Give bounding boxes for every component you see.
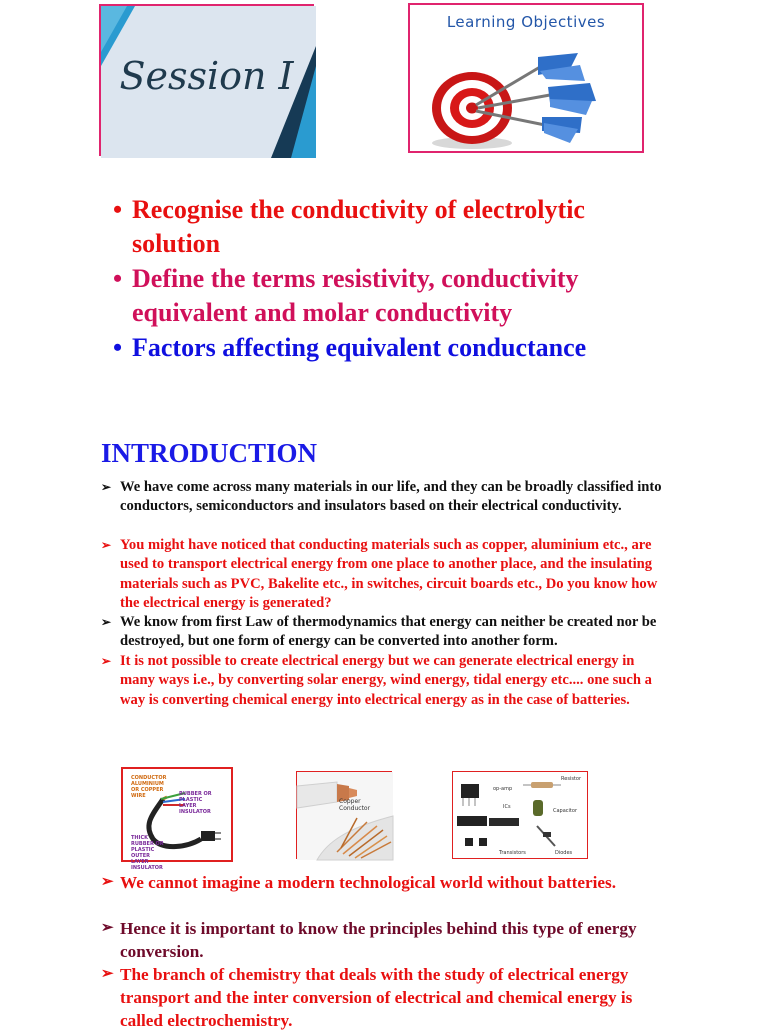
label-resistor: Resistor <box>561 776 581 782</box>
cable-label-outer: THICK RUBBER OR PLASTIC OUTER LAYER INSULATOR <box>131 835 164 871</box>
arrow-bullet-icon: ➢ <box>101 966 114 982</box>
arrow-bullet-icon: ➢ <box>101 538 112 552</box>
conclusion-item <box>101 917 671 963</box>
intro-paragraph-text: You might have noticed that conducting materials such as copper, aluminium etc., are used to transport electrical energy from one place to another place, and the insulating materials such as PVC, Bakelite etc., in switches, circuit boards etc., Do you know how the electrical energy is generated? <box>120 537 658 612</box>
bullet-icon: • <box>113 264 123 293</box>
intro-paragraph-text: We have come across many materials in our life, and they can be broadly classified into conductors, semiconductors and insulators based on their electrical conductivity. <box>120 479 662 515</box>
objective-text: Define the terms resistivity, conductivity equivalent and molar conductivity <box>132 264 579 327</box>
intro-paragraph-text: We know from first Law of thermodynamics that energy can neither be created nor be destroyed, but one form of energy can be converted into another form. <box>120 614 657 650</box>
intro-paragraph <box>101 652 671 710</box>
introduction-heading: INTRODUCTION <box>101 438 318 468</box>
conclusion-text: The branch of chemistry that deals with the study of electrical energy transport and the inter conversion of electrical and chemical energy is called electrochemistry. <box>120 965 633 1030</box>
session-banner <box>99 4 314 156</box>
copper-conductor-label: Copper Conductor <box>339 798 371 812</box>
objective-item <box>113 262 673 330</box>
copper-wire-drawing <box>297 772 393 860</box>
conclusion-text: We cannot imagine a modern technological world without batteries. <box>120 873 617 892</box>
label-diodes: Diodes <box>555 850 573 856</box>
cable-label-layer: RUBBER OR PLASTIC LAYER INSULATOR <box>179 791 212 815</box>
arrow-bullet-icon: ➢ <box>101 480 112 494</box>
objective-item <box>113 193 673 261</box>
arrow-bullet-icon: ➢ <box>101 615 112 629</box>
arrow-bullet-icon: ➢ <box>101 874 114 890</box>
objective-text: Recognise the conductivity of electrolytic solution <box>132 195 585 258</box>
objective-item <box>113 331 673 365</box>
label-transistors: Transistors <box>499 850 526 856</box>
bullet-icon: • <box>113 195 123 224</box>
cable-image <box>121 767 233 871</box>
label-ics: ICs <box>503 804 511 810</box>
objective-text: Factors affecting equivalent conductance <box>132 333 587 362</box>
intro-paragraph <box>101 613 671 652</box>
cable-label-conductor: CONDUCTOR ALUMINIUM OR COPPER WIRE <box>131 775 167 799</box>
arrow-bullet-icon: ➢ <box>101 920 114 936</box>
bullet-icon: • <box>113 333 123 362</box>
intro-paragraph-text: It is not possible to create electrical energy but we can generate electrical energy in many ways i.e., by converting solar energy, wind energy, tidal energy etc.... one such a way is converting chemical energy into electrical energy as in the case of batteries. <box>120 653 652 708</box>
learning-objectives-title: Learning Objectives <box>446 13 606 31</box>
components-drawing <box>453 772 589 860</box>
learning-objectives-banner <box>408 3 644 153</box>
conclusion-item <box>101 871 671 894</box>
label-opamp: op-amp <box>493 786 513 792</box>
intro-paragraph <box>101 478 671 517</box>
conclusion-text: Hence it is important to know the principles behind this type of energy conversion. <box>120 919 637 961</box>
label-capacitor: Capacitor <box>553 808 578 814</box>
conclusion-item <box>101 963 671 1032</box>
arrow-bullet-icon: ➢ <box>101 654 112 668</box>
copper-conductor-image <box>296 771 392 859</box>
session-title: Session I <box>119 54 294 98</box>
electronic-components-image <box>452 771 588 859</box>
intro-paragraph <box>101 536 671 614</box>
